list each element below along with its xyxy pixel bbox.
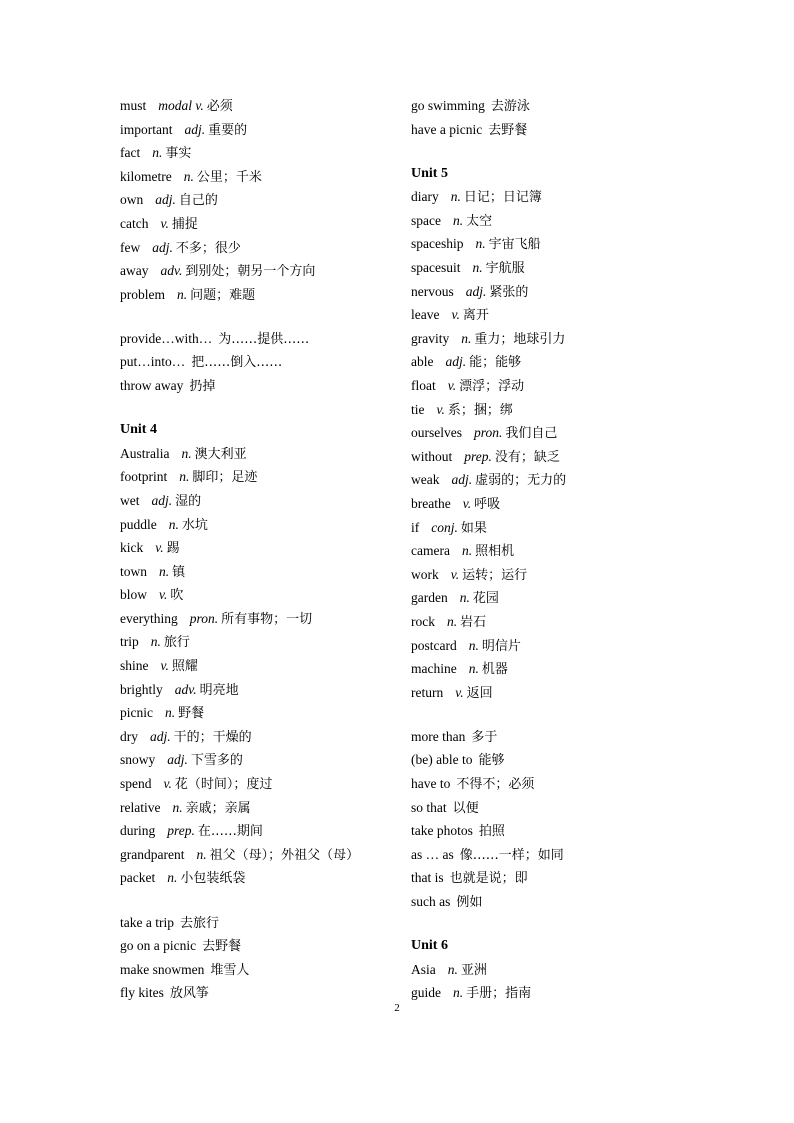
chinese-meaning: 小包装纸袋 (180, 871, 246, 887)
vocab-word: if (411, 519, 420, 535)
vocab-word: must (120, 98, 147, 113)
vocab-word: own (120, 192, 144, 208)
part-of-speech: n. (167, 870, 178, 886)
vocab-word: float (411, 378, 436, 394)
chinese-meaning: 自己的 (178, 193, 218, 209)
vocab-word: able (411, 354, 434, 370)
part-of-speech: n. (447, 961, 458, 977)
phrase-entry (120, 327, 390, 351)
chinese-meaning: 明亮地 (199, 682, 239, 698)
vocab-word: spaceship (411, 236, 464, 252)
section-gap (411, 141, 711, 162)
chinese-meaning: 日记；日记簿 (463, 190, 542, 206)
part-of-speech: pron. (474, 425, 503, 441)
phrase-entry (411, 118, 711, 142)
chinese-meaning: 脚印；足迹 (192, 470, 258, 486)
phrase-text: fly kites (120, 985, 164, 1001)
vocab-word: rock (411, 613, 435, 629)
phrase-entry (411, 843, 711, 867)
chinese-meaning: 公里；千米 (196, 169, 262, 185)
part-of-speech: n. (468, 637, 479, 653)
phrase-meaning: 扔掉 (189, 379, 216, 395)
vocab-entry (120, 654, 390, 678)
phrase-entry (120, 374, 390, 398)
phrase-entry (120, 350, 390, 374)
vocab-entry (120, 283, 390, 307)
phrase-meaning: 以便 (452, 800, 479, 816)
chinese-meaning: 捕捉 (171, 216, 198, 232)
vocab-entry (120, 678, 390, 702)
part-of-speech: adj. (451, 472, 473, 488)
vocab-word: everything (120, 610, 178, 626)
vocab-word: camera (411, 543, 450, 559)
part-of-speech: v. (450, 566, 460, 582)
phrase-entry (120, 934, 390, 958)
part-of-speech: adv. (174, 681, 197, 697)
phrase-entry (411, 796, 711, 820)
vocab-word: spacesuit (411, 260, 461, 276)
part-of-speech: adj. (150, 728, 171, 744)
vocab-entry (411, 445, 711, 469)
vocab-entry (120, 94, 390, 118)
section-gap (120, 306, 390, 327)
chinese-meaning: 花园 (472, 591, 499, 607)
phrase-meaning: 能够 (478, 753, 505, 769)
chinese-meaning: 镇 (172, 564, 186, 580)
vocab-word: footprint (120, 469, 168, 485)
vocab-entry (120, 560, 390, 584)
phrase-entry (411, 819, 711, 843)
vocab-entry (120, 866, 390, 890)
chinese-meaning: 呼吸 (474, 497, 501, 512)
vocab-entry (120, 583, 390, 607)
part-of-speech: n. (453, 985, 464, 1001)
part-of-speech: n. (152, 145, 163, 161)
vocab-word: without (411, 448, 453, 464)
phrase-text: that is (411, 870, 444, 886)
part-of-speech: v. (160, 658, 169, 674)
vocab-word: few (120, 239, 141, 255)
chinese-meaning: 运转；运行 (462, 567, 528, 583)
chinese-meaning: 亚洲 (460, 962, 487, 978)
phrase-meaning: 放风筝 (169, 986, 209, 1002)
chinese-meaning: 返回 (466, 685, 493, 701)
chinese-meaning: 没有；缺乏 (494, 449, 560, 465)
chinese-meaning: 水坑 (181, 517, 208, 533)
phrase-text: take a trip (120, 914, 174, 930)
vocab-word: kick (120, 540, 144, 556)
vocab-entry (120, 141, 390, 165)
phrase-text: put…into… (120, 354, 186, 370)
part-of-speech: adv. (160, 263, 183, 279)
phrase-entry (411, 772, 711, 796)
vocab-word: snowy (120, 752, 156, 768)
part-of-speech: n. (183, 168, 194, 184)
phrase-text: such as (411, 894, 451, 909)
vocab-word: spend (120, 776, 152, 792)
chinese-meaning: 亲戚；亲属 (185, 800, 251, 816)
vocab-entry (120, 236, 390, 260)
chinese-meaning: 不多；很少 (175, 240, 241, 256)
vocab-word: away (120, 263, 149, 279)
chinese-meaning: 紧张的 (489, 284, 529, 300)
chinese-meaning: 所有事物；一切 (221, 611, 313, 627)
chinese-meaning: 虚弱的；无力的 (475, 473, 567, 489)
vocab-entry (411, 539, 711, 563)
left-column (120, 94, 390, 1005)
chinese-meaning: 在……期间 (197, 824, 263, 840)
vocab-entry (120, 772, 390, 796)
vocab-entry (120, 630, 390, 654)
vocab-word: work (411, 566, 439, 582)
vocab-word: packet (120, 870, 156, 886)
vocab-entry (411, 563, 711, 587)
page-number: 2 (394, 1002, 400, 1014)
part-of-speech: v. (160, 215, 169, 231)
phrase-text: as … as (411, 846, 454, 862)
vocab-word: ourselves (411, 425, 462, 441)
chinese-meaning: 宇宙飞船 (488, 237, 541, 253)
phrase-meaning: 例如 (456, 895, 483, 910)
phrase-text: (be) able to (411, 752, 473, 768)
phrase-entry (120, 911, 390, 935)
phrase-meaning: 去野餐 (202, 939, 242, 955)
chinese-meaning: 问题；难题 (190, 287, 256, 303)
part-of-speech: modal v. (158, 98, 204, 113)
vocab-entry (120, 259, 390, 283)
unit-heading: Unit 4 (120, 422, 157, 438)
part-of-speech: v. (451, 307, 460, 323)
chinese-meaning: 湿的 (175, 493, 202, 509)
vocab-entry (411, 657, 711, 681)
vocab-word: postcard (411, 637, 457, 653)
vocab-word: picnic (120, 705, 153, 721)
chinese-meaning: 事实 (165, 146, 192, 162)
part-of-speech: n. (179, 469, 190, 485)
phrase-meaning: 堆雪人 (210, 962, 250, 978)
vocab-entry (120, 118, 390, 142)
phrase-entry (411, 725, 711, 749)
part-of-speech: adj. (155, 192, 176, 208)
vocab-entry (120, 701, 390, 725)
vocab-entry (120, 725, 390, 749)
chinese-meaning: 如果 (460, 520, 487, 536)
chinese-meaning: 漂浮；浮动 (459, 379, 525, 395)
vocab-entry (411, 303, 711, 327)
vocab-entry (411, 185, 711, 209)
chinese-meaning: 照耀 (171, 659, 198, 675)
part-of-speech: v. (163, 776, 172, 792)
vocab-word: gravity (411, 330, 450, 346)
vocab-word: leave (411, 307, 440, 323)
vocab-entry (411, 350, 711, 374)
vocab-entry (120, 188, 390, 212)
phrase-meaning: 为……提供…… (218, 331, 310, 347)
phrase-entry (411, 866, 711, 890)
vocab-entry (411, 492, 711, 516)
vocab-entry (411, 421, 711, 445)
right-column (411, 94, 711, 1005)
chinese-meaning: 吹 (170, 588, 184, 604)
chinese-meaning: 离开 (462, 308, 489, 324)
chinese-meaning: 干的；干燥的 (173, 729, 252, 745)
chinese-meaning: 我们自己 (505, 426, 558, 442)
chinese-meaning: 岩石 (460, 614, 487, 630)
phrase-meaning: 拍照 (478, 824, 505, 840)
part-of-speech: v. (447, 378, 457, 394)
vocab-entry (120, 796, 390, 820)
vocab-word: fact (120, 145, 141, 161)
vocab-entry (411, 681, 711, 705)
chinese-meaning: 祖父（母）；外祖父（母） (209, 847, 360, 863)
vocab-entry (120, 607, 390, 631)
section-gap (120, 890, 390, 911)
vocab-entry (411, 327, 711, 351)
vocab-entry (120, 489, 390, 513)
phrase-text: so that (411, 799, 447, 815)
section-gap (411, 704, 711, 725)
part-of-speech: v. (159, 587, 168, 603)
part-of-speech: n. (168, 516, 179, 532)
vocab-word: wet (120, 492, 140, 508)
part-of-speech: n. (165, 705, 176, 721)
vocab-entry (120, 465, 390, 489)
vocab-word: problem (120, 286, 165, 302)
vocab-word: relative (120, 799, 161, 815)
chinese-meaning: 太空 (466, 213, 493, 229)
phrase-text: go on a picnic (120, 938, 197, 954)
part-of-speech: n. (461, 330, 472, 346)
part-of-speech: n. (472, 260, 483, 276)
phrase-text: take photos (411, 823, 473, 839)
phrase-meaning: 多于 (471, 729, 498, 745)
vocab-word: return (411, 684, 444, 700)
chinese-meaning: 系；捆；绑 (447, 402, 513, 418)
vocab-word: machine (411, 661, 457, 677)
chinese-meaning: 重要的 (208, 122, 248, 138)
part-of-speech: conj. (431, 519, 458, 535)
vocab-word: diary (411, 189, 439, 205)
part-of-speech: adj. (151, 492, 173, 508)
phrase-meaning: 把……倒入…… (191, 355, 283, 371)
vocab-entry (120, 819, 390, 843)
part-of-speech: n. (468, 661, 479, 677)
vocab-entry (411, 374, 711, 398)
part-of-speech: v. (462, 496, 472, 511)
phrase-text: have a picnic (411, 121, 483, 137)
part-of-speech: adj. (445, 354, 467, 370)
vocab-word: trip (120, 634, 139, 650)
part-of-speech: n. (450, 189, 461, 205)
vocab-word: town (120, 563, 147, 579)
vocab-word: Australia (120, 445, 170, 461)
vocab-word: weak (411, 472, 440, 488)
phrase-entry (120, 958, 390, 982)
chinese-meaning: 重力；地球引力 (474, 331, 566, 347)
vocab-entry (411, 468, 711, 492)
part-of-speech: v. (155, 540, 164, 556)
chinese-meaning: 踢 (166, 541, 180, 557)
part-of-speech: n. (159, 563, 170, 579)
part-of-speech: n. (452, 212, 464, 228)
chinese-meaning: 澳大利亚 (194, 446, 247, 462)
vocab-word: dry (120, 728, 138, 744)
chinese-meaning: 必须 (206, 99, 233, 114)
vocab-entry (411, 280, 711, 304)
vocab-entry (120, 843, 390, 867)
chinese-meaning: 旅行 (163, 635, 190, 651)
part-of-speech: v. (455, 684, 464, 700)
phrase-text: more than (411, 728, 466, 744)
phrase-entry (411, 890, 711, 914)
part-of-speech: v. (436, 401, 445, 417)
part-of-speech: pron. (189, 610, 219, 626)
vocab-word: brightly (120, 681, 163, 697)
vocab-word: breathe (411, 496, 451, 511)
phrase-meaning: 去游泳 (490, 99, 530, 114)
phrase-entry (411, 748, 711, 772)
part-of-speech: adj. (167, 752, 188, 768)
section-gap (120, 398, 390, 419)
phrase-meaning: 像……一样；如同 (459, 847, 564, 863)
unit-heading: Unit 5 (411, 165, 448, 181)
vocab-entry (411, 516, 711, 540)
phrase-text: have to (411, 776, 451, 792)
part-of-speech: prep. (464, 448, 492, 464)
vocab-word: during (120, 823, 156, 839)
chinese-meaning: 野餐 (178, 706, 205, 722)
vocab-word: puddle (120, 516, 157, 532)
vocab-word: garden (411, 590, 448, 606)
part-of-speech: n. (475, 236, 486, 252)
chinese-meaning: 机器 (481, 662, 508, 678)
unit-heading: Unit 6 (411, 938, 448, 954)
chinese-meaning: 照相机 (475, 544, 515, 560)
chinese-meaning: 宇航服 (485, 261, 525, 277)
chinese-meaning: 花（时间）；度过 (174, 777, 273, 793)
section-gap (411, 914, 711, 935)
vocab-entry (411, 958, 711, 982)
part-of-speech: n. (459, 590, 470, 606)
vocab-word: kilometre (120, 168, 172, 184)
part-of-speech: n. (177, 286, 188, 302)
vocab-entry (120, 748, 390, 772)
part-of-speech: adj. (152, 239, 173, 255)
vocab-entry (120, 513, 390, 537)
chinese-meaning: 明信片 (481, 638, 521, 654)
chinese-meaning: 能；能够 (469, 355, 522, 371)
vocab-entry (411, 586, 711, 610)
phrase-text: provide…with… (120, 330, 213, 346)
vocab-word: important (120, 121, 173, 137)
vocab-entry (411, 634, 711, 658)
part-of-speech: prep. (167, 823, 195, 839)
vocab-entry (120, 212, 390, 236)
vocab-word: catch (120, 215, 149, 231)
part-of-speech: n. (150, 634, 161, 650)
phrase-meaning: 也就是说；即 (449, 871, 528, 887)
chinese-meaning: 到别处；朝另一个方向 (185, 264, 316, 280)
part-of-speech: n. (172, 799, 183, 815)
part-of-speech: n. (461, 543, 473, 559)
vocab-entry (411, 209, 711, 233)
part-of-speech: n. (181, 445, 192, 461)
vocab-entry (411, 232, 711, 256)
phrase-meaning: 去旅行 (179, 915, 219, 931)
vocab-entry (411, 256, 711, 280)
phrase-text: make snowmen (120, 961, 205, 977)
vocab-entry (120, 165, 390, 189)
part-of-speech: adj. (465, 283, 487, 299)
vocab-word: shine (120, 658, 149, 674)
vocab-word: blow (120, 587, 147, 603)
vocab-word: grandparent (120, 846, 185, 862)
vocab-entry (120, 536, 390, 560)
vocab-entry (120, 442, 390, 466)
part-of-speech: n. (447, 613, 458, 629)
vocab-word: nervous (411, 283, 454, 299)
vocab-entry (411, 610, 711, 634)
vocab-word: guide (411, 985, 441, 1001)
phrase-text: throw away (120, 378, 184, 394)
vocab-entry (411, 398, 711, 422)
part-of-speech: n. (196, 846, 207, 862)
vocab-word: tie (411, 401, 425, 417)
phrase-meaning: 去野餐 (488, 122, 528, 138)
phrase-meaning: 不得不；必须 (456, 777, 535, 793)
phrase-text: go swimming (411, 98, 485, 113)
chinese-meaning: 手册；指南 (466, 986, 532, 1002)
phrase-entry (411, 94, 711, 118)
chinese-meaning: 下雪多的 (190, 753, 243, 769)
vocab-word: Asia (411, 961, 436, 977)
vocab-word: space (411, 212, 441, 228)
part-of-speech: adj. (184, 121, 206, 137)
